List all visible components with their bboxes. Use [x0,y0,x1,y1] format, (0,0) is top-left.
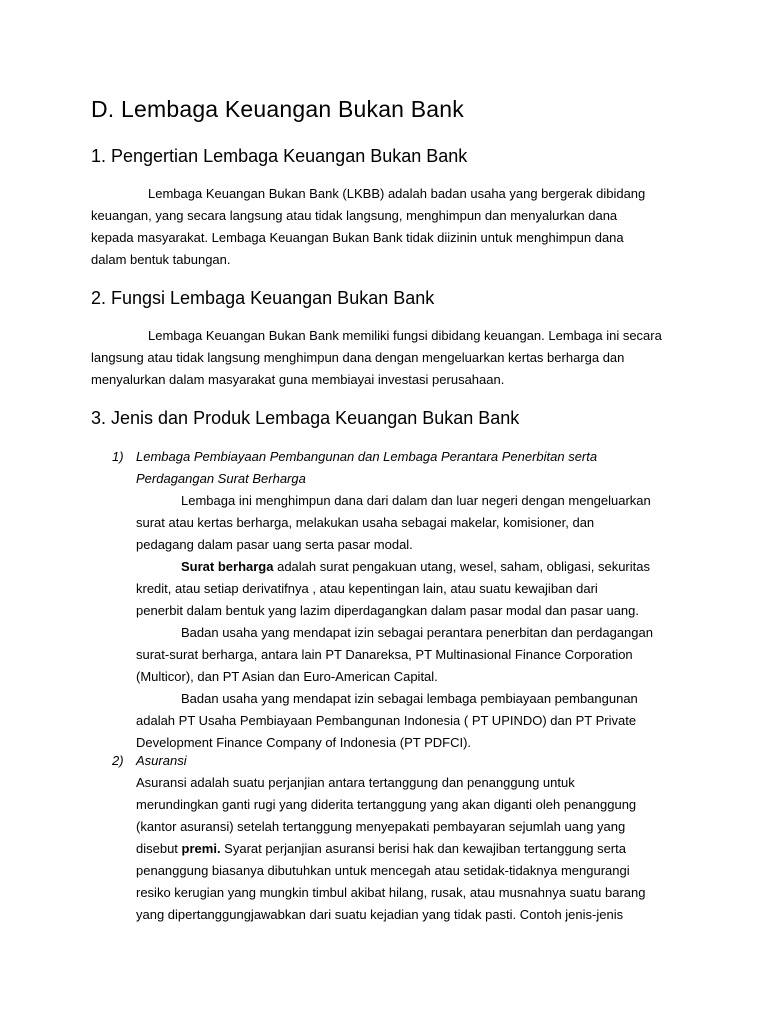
text-line: Lembaga Keuangan Bukan Bank memiliki fungsi dibidang keuangan. Lembaga ini secara [148,328,662,343]
text-line: merundingkan ganti rugi yang diderita tertanggung yang akan diganti oleh penanggung [136,797,637,812]
text-line: yang dipertanggungjawabkan dari suatu kejadian yang tidak pasti. Contoh jenis-jenis [136,907,624,922]
list-number: 2) [112,753,124,768]
text-line: pedagang dalam pasar uang serta pasar modal. [136,537,413,552]
text-span: disebut [136,841,182,856]
text-line: kredit, atau setiap derivatifnya , atau kepentingan lain, atau suatu kewajiban dari [136,581,598,596]
text-line: Lembaga Keuangan Bukan Bank (LKBB) adalah badan usaha yang bergerak dibidang [148,186,646,201]
text-span: adalah surat pengakuan utang, wesel, saham, obligasi, sekuritas [273,559,650,574]
text-line: Development Finance Company of Indonesia (PT PDFCI). [136,735,472,750]
section-2-paragraph [91,325,691,391]
text-line: surat-surat berharga, antara lain PT Danareksa, PT Multinasional Finance Corporation [136,647,633,662]
text-line: penerbit dalam bentuk yang lazim diperdagangkan dalam pasar modal dan pasar uang. [136,603,639,618]
text-line: (kantor asuransi) setelah tertanggung menyepakati pembayaran sejumlah uang yang [136,819,626,834]
list-item-1 [136,446,653,754]
section-2-title: 2. Fungsi Lembaga Keuangan Bukan Bank [91,288,435,308]
list-item-title: Lembaga Pembiayaan Pembangunan dan Lembaga Perantara Penerbitan serta [136,449,598,464]
text-line: penanggung biasanya dibutuhkan untuk mencegah atau setidak-tidaknya mengurangi [136,863,630,878]
list-item-title: Perdagangan Surat Berharga [136,471,306,486]
text-line: adalah PT Usaha Pembiayaan Pembangunan Indonesia ( PT UPINDO) dan PT Private [136,713,637,728]
text-line: surat atau kertas berharga, melakukan usaha sebagai makelar, komisioner, dan [136,515,595,530]
text-line: Lembaga ini menghimpun dana dari dalam dan luar negeri dengan mengeluarkan [181,493,651,508]
text-line [136,556,653,578]
section-3-title: 3. Jenis dan Produk Lembaga Keuangan Bukan Bank [91,408,520,428]
section-1-title: 1. Pengertian Lembaga Keuangan Bukan Bank [91,146,468,166]
bold-term: Surat berharga [181,559,274,574]
text-line [136,838,645,860]
text-line: Badan usaha yang mendapat izin sebagai perantara penerbitan dan perdagangan [181,625,653,640]
text-line: Asuransi adalah suatu perjanjian antara tertanggung dan penanggung untuk [136,775,575,790]
section-1-paragraph [91,183,691,271]
text-line: dalam bentuk tabungan. [91,252,231,267]
text-line: (Multicor), dan PT Asian dan Euro-American Capital. [136,669,438,684]
list-item-title: Asuransi [136,753,187,768]
text-line: kepada masyarakat. Lembaga Keuangan Bukan Bank tidak diizinin untuk menghimpun dana [91,230,624,245]
list-item-2 [136,750,645,926]
document-heading: D. Lembaga Keuangan Bukan Bank [91,96,464,122]
text-line: langsung atau tidak langsung menghimpun dana dengan mengeluarkan kertas berharga dan [91,350,625,365]
bold-term: premi. [181,841,221,856]
text-line: Badan usaha yang mendapat izin sebagai lembaga pembiayaan pembangunan [181,691,638,706]
list-number: 1) [112,449,124,464]
text-line: menyalurkan dalam masyarakat guna membiayai investasi perusahaan. [91,372,505,387]
text-line: resiko kerugian yang mungkin timbul akibat hilang, rusak, atau musnahnya suatu barang [136,885,646,900]
text-span: Syarat perjanjian asuransi berisi hak dan kewajiban tertanggung serta [220,841,626,856]
text-line: keuangan, yang secara langsung atau tidak langsung, menghimpun dan menyalurkan dana [91,208,618,223]
